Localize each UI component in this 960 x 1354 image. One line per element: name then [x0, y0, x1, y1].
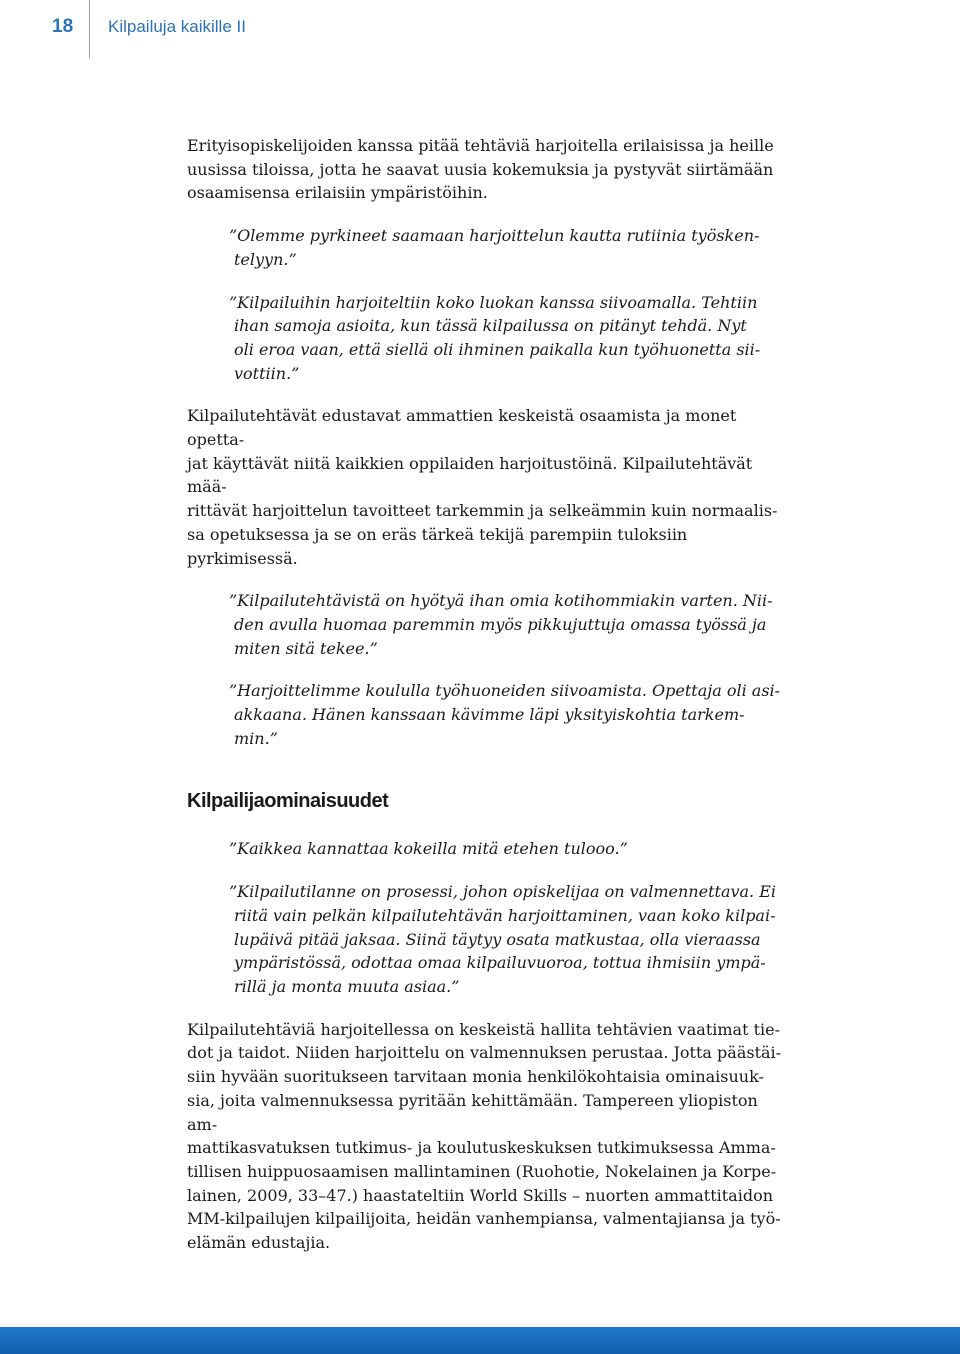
text-line: akkaana. Hänen kanssaan kävimme läpi yksityiskohtia tarkem-	[234, 705, 745, 725]
text-line: ”Harjoittelimme koululla työhuoneiden siivoamista. Opettaja oli asi-	[229, 681, 781, 701]
text-line: mattikasvatuksen tutkimus- ja koulutuskeskuksen tutkimuksessa Amma-	[187, 1138, 776, 1158]
text-line: ihan samoja asioita, kun tässä kilpailussa on pitänyt tehdä. Nyt	[234, 316, 747, 336]
footer-bar	[0, 1327, 960, 1354]
quote-kotihommia	[187, 589, 787, 660]
main-content	[187, 134, 787, 1274]
text-line: ”Kaikkea kannattaa kokeilla mitä etehen tulooo.”	[229, 839, 628, 859]
text-line: telyyn.”	[234, 249, 297, 269]
intro-paragraph	[187, 134, 787, 205]
text-line: miten sitä tekee.”	[234, 638, 378, 658]
paragraph-kilpailijaominaisuudet	[187, 1018, 787, 1255]
text-line: riitä vain pelkän kilpailutehtävän harjoittaminen, vaan koko kilpai-	[234, 905, 776, 925]
text-line: osaamisensa erilaisiin ympäristöihin.	[187, 183, 488, 203]
text-line: uusissa tiloissa, jotta he saavat uusia kokemuksia ja pystyvät siirtämään	[187, 159, 774, 179]
text-line: MM-kilpailujen kilpailijoita, heidän vanhempiansa, valmentajiansa ja työ-	[187, 1209, 781, 1229]
text-line: ”Kilpailutehtävistä on hyötyä ihan omia kotihommiakin varten. Nii-	[229, 591, 773, 611]
text-line: elämän edustajia.	[187, 1233, 331, 1253]
text-line: vottiin.”	[234, 363, 300, 383]
text-line: rillä ja monta muuta asiaa.”	[234, 976, 460, 996]
text-line: sa opetuksessa ja se on eräs tärkeä tekijä parempiin tuloksiin pyrkimisessä.	[187, 524, 688, 568]
paragraph-kilpailutehtavat	[187, 404, 787, 570]
page-header	[0, 0, 960, 60]
text-line: den avulla huomaa paremmin myös pikkujuttuja omassa työssä ja	[234, 614, 767, 634]
text-line: lupäivä pitää jaksaa. Siinä täytyy osata matkustaa, olla vieraassa	[234, 929, 761, 949]
text-line: siin hyvään suoritukseen tarvitaan monia henkilökohtaisia ominaisuuk-	[187, 1067, 764, 1087]
text-line: oli eroa vaan, että siellä oli ihminen paikalla kun työhuonetta sii-	[234, 339, 761, 359]
text-line: ”Kilpailuihin harjoiteltiin koko luokan kanssa siivoamalla. Tehtiin	[229, 292, 758, 312]
text-line: Kilpailutehtävät edustavat ammattien keskeistä osaamista ja monet opetta-	[187, 406, 737, 450]
text-line: sia, joita valmennuksessa pyritään kehittämään. Tampereen yliopiston am-	[187, 1090, 758, 1134]
quote-siivoamalla	[187, 291, 787, 386]
header-divider	[89, 0, 90, 58]
quote-tyohuoneet	[187, 679, 787, 750]
text-line: Erityisopiskelijoiden kanssa pitää tehtäviä harjoitella erilaisissa ja heille	[187, 136, 774, 155]
text-line: Kilpailutehtäviä harjoitellessa on keskeistä hallita tehtävien vaatimat tie-	[187, 1019, 781, 1039]
text-line: ”Kilpailutilanne on prosessi, johon opiskelijaa on valmennettava. Ei	[229, 882, 777, 902]
quote-rutiinia	[187, 224, 787, 271]
text-line: ympäristössä, odottaa omaa kilpailuvuoroa, tottua ihmisiin ympä-	[234, 953, 766, 973]
section-heading: Kilpailijaominaisuudet	[187, 790, 389, 813]
text-line: ”Olemme pyrkineet saamaan harjoittelun kautta rutiinia työsken-	[229, 226, 760, 246]
quote-kokeilla	[187, 837, 787, 861]
text-line: dot ja taidot. Niiden harjoittelu on valmennuksen perustaa. Jotta päästäi-	[187, 1043, 782, 1063]
text-line: rittävät harjoittelun tavoitteet tarkemmin ja selkeämmin kuin normaalis-	[187, 501, 778, 521]
text-line: lainen, 2009, 33–47.) haastateltiin World Skills – nuorten ammattitaidon	[187, 1185, 773, 1205]
text-line: tillisen huippuosaamisen mallintaminen (Ruohotie, Nokelainen ja Korpe-	[187, 1161, 777, 1181]
text-line: jat käyttävät niitä kaikkien oppilaiden harjoitustöinä. Kilpailutehtävät mää-	[187, 453, 753, 497]
text-line: min.”	[234, 728, 278, 748]
running-title: Kilpailuja kaikille II	[108, 17, 246, 36]
quote-kilpailutilanne	[187, 880, 787, 999]
page-number: 18	[52, 16, 74, 37]
